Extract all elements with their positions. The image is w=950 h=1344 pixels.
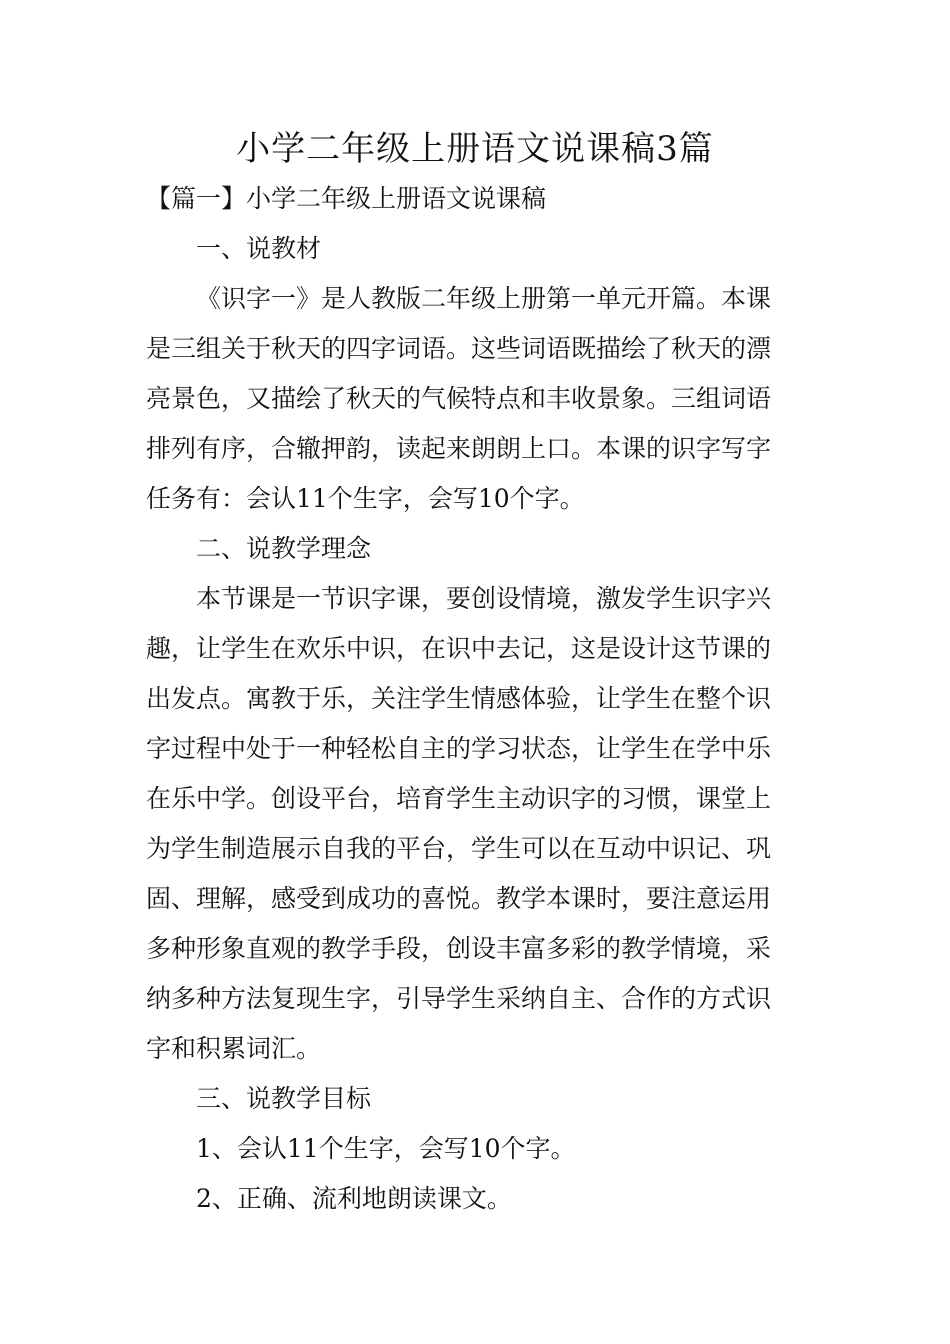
paragraph-line: 为学生制造展示自我的平台，学生可以在互动中识记、巩 [146, 834, 772, 863]
paragraph-line: 固、理解，感受到成功的喜悦。教学本课时，要注意运用 [146, 884, 772, 913]
document-title: 小学二年级上册语文说课稿3篇 [236, 129, 714, 169]
paragraph-line: 亮景色，又描绘了秋天的气候特点和丰收景象。三组词语 [146, 384, 772, 413]
section-heading: 三、说教学目标 [196, 1084, 372, 1113]
paragraph-line: 纳多种方法复现生字，引导学生采纳自主、合作的方式识 [146, 984, 772, 1013]
paragraph-line: 字和积累词汇。 [146, 1034, 322, 1063]
paragraph-line: 多种形象直观的教学手段，创设丰富多彩的教学情境，采 [146, 934, 772, 963]
paragraph-line: 出发点。寓教于乐，关注学生情感体验，让学生在整个识 [146, 684, 772, 713]
list-item: 1、会认11个生字，会写10个字。 [196, 1134, 576, 1163]
paragraph-line: 在乐中学。创设平台，培育学生主动识字的习惯，课堂上 [146, 784, 772, 813]
paragraph-line: 字过程中处于一种轻松自主的学习状态，让学生在学中乐 [146, 734, 772, 763]
paragraph-line: 本节课是一节识字课，要创设情境，激发学生识字兴 [196, 584, 772, 613]
section-heading: 一、说教材 [196, 234, 322, 263]
section-heading: 二、说教学理念 [196, 534, 372, 563]
list-item: 2、正确、流利地朗读课文。 [196, 1184, 512, 1213]
paragraph-line: 任务有：会认11个生字，会写10个字。 [146, 484, 585, 513]
paragraph-line: 排列有序，合辙押韵，读起来朗朗上口。本课的识字写字 [146, 434, 772, 463]
paragraph-line: 《识字一》是人教版二年级上册第一单元开篇。本课 [196, 284, 772, 313]
paragraph-line: 是三组关于秋天的四字词语。这些词语既描绘了秋天的漂 [146, 334, 772, 363]
paragraph-line: 趣，让学生在欢乐中识，在识中去记，这是设计这节课的 [146, 634, 772, 663]
part-heading: 【篇一】小学二年级上册语文说课稿 [146, 184, 547, 213]
